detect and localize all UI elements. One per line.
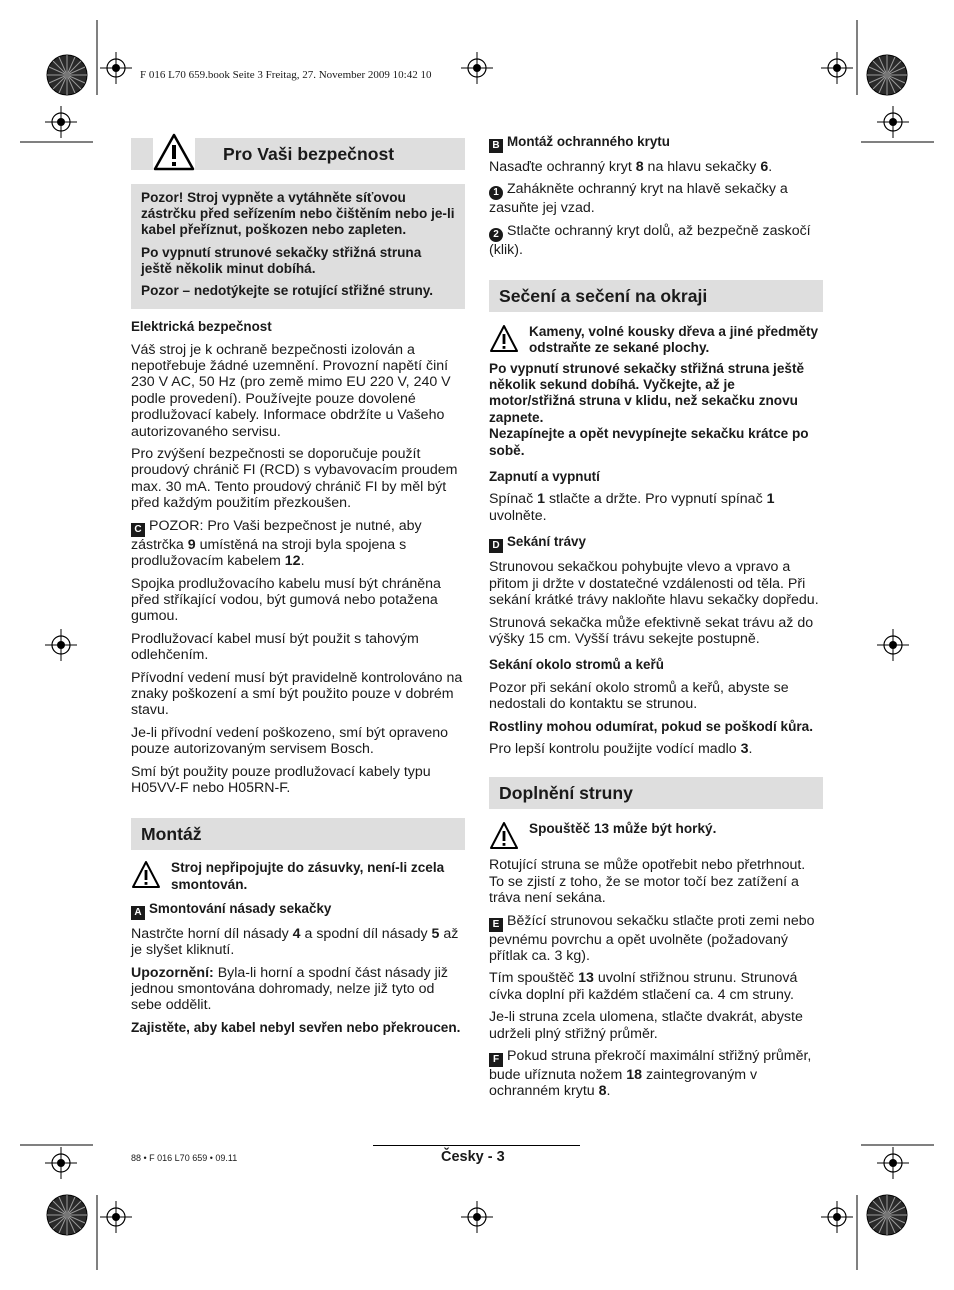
electric-p2: Pro zvýšení bezpečnosti se doporučuje použít proudový chránič FI (RCD) s vybavovacím proudem max. 30 mA. Tento proudový chránič FI by měl být před každým použitím přezkoušen.	[131, 446, 458, 512]
safety-title: Pro Vaši bezpečnost	[223, 143, 395, 164]
mowing-title: Sečení a sečení na okraji	[499, 286, 708, 307]
refill-p2: Tím spouštěč 13 uvolní střižnou strunu. Strunová cívka doplní při každém stlačení ca. 4 cm struny.	[489, 970, 798, 1003]
assembly-a-p3: Zajistěte, aby kabel nebyl sevřen nebo překroucen.	[131, 1019, 461, 1035]
onoff-p: Spínač 1 stlačte a držte. Pro vypnutí spínač 1 uvolněte.	[489, 491, 775, 524]
warning-triangle-icon	[489, 324, 519, 354]
crosshair-right-upper	[877, 106, 909, 138]
electric-p4: Spojka prodlužovacího kabelu musí být chráněna před stříkající vodou, být gumová nebo potažena gumou.	[131, 575, 441, 625]
left-column	[131, 138, 465, 1042]
electric-p1: Váš stroj je k ochraně bezpečnosti izolován a nepotřebuje žádné uzemnění. Provozní napětí činí 230 V AC, 50 Hz (pro země mimo EU 220 V, 240 V podle provedení). Používejte pouze dovolené prodlužovací kabely. Informace obdržíte u Vašeho autorizovaného servisu.	[131, 341, 451, 440]
warning-triangle-icon	[153, 132, 195, 172]
crosshair-right-lower	[877, 1147, 909, 1179]
assembly-b-step1: 1 Zahákněte ochranný kryt na hlavě sekačky a zasuňte jej vzad.	[489, 181, 788, 217]
crosshair-left-upper	[45, 106, 77, 138]
figure-letter-a: A	[131, 906, 145, 920]
trees-p3: Pro lepší kontrolu použijte vodící madlo 3.	[489, 740, 753, 757]
electric-p6: Přívodní vedení musí být pravidelně kontrolováno na znaky poškození a smí být použito pouze v dobrém stavu.	[131, 669, 463, 719]
figure-letter-d: D	[489, 539, 503, 553]
crosshair-top-right	[821, 52, 853, 84]
crosshair-left-mid	[45, 629, 77, 661]
grass-title: D Sekání trávy	[489, 534, 823, 553]
crosshair-bottom-mid	[461, 1201, 493, 1233]
grass-p1: Strunovou sekačkou pohybujte vlevo a vpravo a přitom ji držte v dostatečné vzdálenosti od těla. Při sekání krátké trávy nakloňte hlavu sekačky dopředu.	[489, 559, 819, 609]
registration-star-tl	[47, 55, 87, 95]
refill-p3: Je-li struna zcela ulomena, stlačte dvakrát, abyste udrželi plný střižný průměr.	[489, 1009, 803, 1042]
right-column	[489, 134, 823, 1106]
warning-line-2: Po vypnutí strunové sekačky střižná struna ještě několik minut dobíhá.	[141, 244, 422, 276]
assembly-a-p2: Upozornění: Byla-li horní a spodní část násady již jednou smontována dohromady, nelze již tyto od sebe oddělit.	[131, 964, 448, 1014]
trees-title: Sekání okolo stromů a keřů	[489, 657, 664, 673]
safety-warning-box	[131, 184, 465, 309]
figure-letter-b: B	[489, 139, 503, 153]
refill-header	[489, 777, 823, 809]
crosshair-bottom-right	[821, 1201, 853, 1233]
refill-f: F Pokud struna překročí maximální střižný průměr, bude uříznuta nožem 18 zaintegrovaným v ochranném krytu 8.	[489, 1048, 812, 1100]
trees-p2: Rostliny mohou odumírat, pokud se poškodí kůra.	[489, 718, 814, 734]
assembly-b-title: B Montáž ochranného krytu	[489, 134, 823, 153]
mowing-header	[489, 280, 823, 312]
crosshair-bottom-left	[100, 1201, 132, 1233]
warning-triangle-icon	[131, 860, 161, 890]
step-number-2: 2	[489, 228, 503, 242]
mowing-bold-2: Nezapínejte a opět nevypínejte sekačku krátce po sobě.	[489, 426, 809, 458]
electric-p7: Je-li přívodní vedení poškozeno, smí být opraveno pouze autorizovaným servisem Bosch.	[131, 724, 449, 758]
warning-triangle-icon	[489, 821, 519, 851]
step-number-1: 1	[489, 186, 503, 200]
grass-p2: Strunová sekačka může efektivně sekat trávu až do výšky 15 cm. Vyšší trávu sekejte postupně.	[489, 614, 814, 647]
mowing-bold-1: Po vypnutí strunové sekačky střižná struna ještě několik sekund dobíhá. Vyčkejte, až je motor/střižná struna v klidu, než sekačku znovu zapnete.	[489, 360, 805, 425]
refill-p1: Rotující struna se může opotřebit nebo přetrhnout. To se zjistí z toho, že se motor točí bez zatížení a tráva není sekána.	[489, 857, 806, 907]
refill-title: Doplnění struny	[499, 783, 633, 804]
montaz-header	[131, 818, 465, 850]
safety-header	[131, 138, 465, 170]
montaz-title: Montáž	[141, 824, 202, 845]
crosshair-top-left	[100, 52, 132, 84]
assembly-a-p1: Nastrčte horní díl násady 4 a spodní díl násady 5 až je slyšet kliknutí.	[131, 925, 459, 959]
footer-rule	[373, 1145, 580, 1146]
warning-line-1: Pozor! Stroj vypněte a vytáhněte síťovou zástrčku před seřízením nebo čištěním nebo je-li kabel přeříznut, poškozen nebo zapleten.	[141, 190, 455, 238]
figure-letter-e: E	[489, 918, 503, 932]
footer-code: 88 • F 016 L70 659 • 09.11	[131, 1153, 238, 1163]
print-header-line: F 016 L70 659.book Seite 3 Freitag, 27. November 2009 10:42 10	[140, 69, 432, 81]
trees-p1: Pozor při sekání okolo stromů a keřů, abyste se nedostali do kontaktu se strunou.	[489, 679, 789, 713]
assembly-b-p1: Nasaďte ochranný kryt 8 na hlavu sekačky 6.	[489, 159, 773, 175]
mowing-warning: Kameny, volné kousky dřeva a jiné předměty odstraňte ze sekané plochy.	[489, 324, 823, 356]
warning-line-3: Pozor – nedotýkejte se rotující střižné struny.	[141, 283, 434, 299]
crosshair-left-lower	[45, 1147, 77, 1179]
crosshair-right-mid	[877, 629, 909, 661]
assembly-a-title: A Smontování násady sekačky	[131, 901, 465, 920]
electric-safety-title: Elektrická bezpečnost	[131, 319, 272, 335]
registration-star-bl	[47, 1195, 87, 1235]
crosshair-top-mid	[461, 52, 493, 84]
montaz-warning: Stroj nepřipojujte do zásuvky, není-li zcela smontován.	[131, 860, 465, 892]
onoff-title: Zapnutí a vypnutí	[489, 469, 600, 485]
registration-star-br	[867, 1195, 907, 1235]
figure-letter-c: C	[131, 523, 145, 537]
electric-p8: Smí být použity pouze prodlužovací kabely typu H05VV-F nebo H05RN-F.	[131, 763, 431, 796]
refill-e: E Běžící strunovou sekačku stlačte proti zemi nebo pevnému povrchu a opět uvolněte (požadovaný přítlak ca. 3 kg).	[489, 912, 815, 964]
electric-p3: C POZOR: Pro Vaši bezpečnost je nutné, aby zástrčka 9 umístěná na stroji byla spojena s prodlužovacím kabelem 12.	[131, 517, 422, 570]
footer-page-number: Česky - 3	[441, 1149, 505, 1165]
registration-star-tr	[867, 55, 907, 95]
electric-p5: Prodlužovací kabel musí být použit s tahovým odlehčením.	[131, 630, 419, 664]
refill-warning: Spouštěč 13 může být horký.	[489, 821, 823, 851]
assembly-b-step2: 2 Stlačte ochranný kryt dolů, až bezpečně zaskočí (klik).	[489, 222, 811, 258]
figure-letter-f: F	[489, 1053, 503, 1067]
